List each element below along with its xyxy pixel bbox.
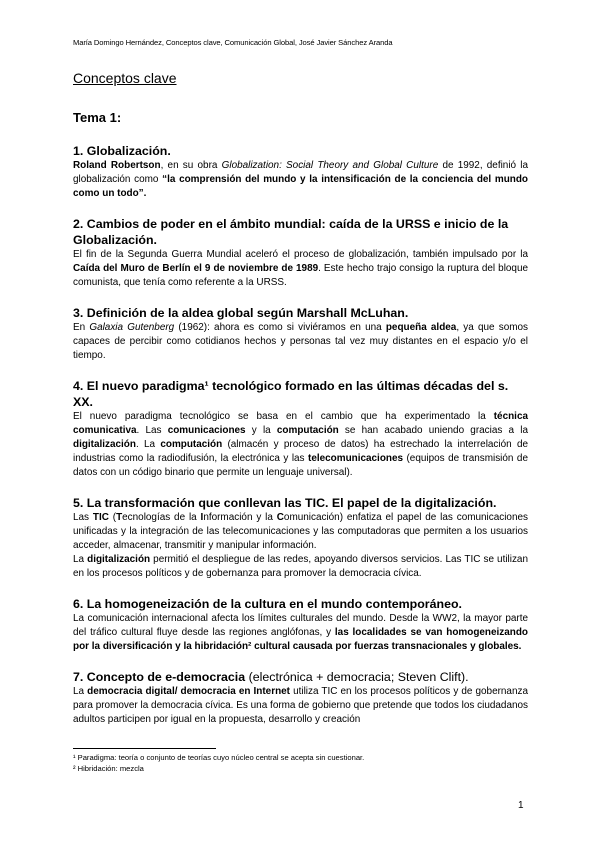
text-run: La	[73, 686, 88, 697]
section-title: 6. La homogeneización de la cultura en el mundo contemporáneo.	[73, 597, 462, 611]
bold-text: las localidades se van homogeneizando por la diversificación y la hibridación² cultural causada por fuerzas transnacionales y globales.	[73, 627, 528, 652]
text-run: En	[73, 322, 90, 333]
section-title: 5. La transformación que conllevan las TIC. El papel de la digitalización.	[73, 496, 497, 510]
section-title	[73, 669, 528, 685]
text-run: utiliza TIC en los procesos políticos y de gobernanza para promover la democracia cívica. Es una forma de gobierno que pretende que todos los ciudadanos adultos participen por igual en la propuesta, desarrollo y creación	[73, 686, 528, 725]
section-title: 3. Definición de la aldea global según Marshall McLuhan.	[73, 306, 409, 320]
section-paradigma	[73, 378, 528, 480]
bold-text: telecomunicaciones	[308, 453, 404, 464]
bold-text: pequeña aldea	[385, 322, 457, 333]
bold-text: computación	[276, 425, 339, 436]
document-title: Conceptos clave	[73, 70, 177, 86]
section-title-extra: (electrónica + democracia; Steven Clift).	[245, 670, 469, 684]
text-run: se han acabado uniendo gracias a la	[338, 425, 528, 436]
text-run: nformación y la	[203, 512, 277, 523]
section-body	[73, 159, 528, 201]
text-run: permitió el despliegue de las redes, apoyando diversos servicios. Las TIC se utilizan en los procesos políticos y de gobernanza para promover la democracia cívica.	[73, 554, 528, 579]
text-run: . Este hecho trajo consigo la ruptura del bloque comunista, que tenía como referente a la URSS.	[73, 263, 529, 288]
bold-text: T	[116, 512, 123, 523]
bold-text: Caída del Muro de Berlín el 9 de noviembre de 1989	[73, 263, 319, 274]
text-run: . La	[135, 439, 161, 450]
tema-heading: Tema 1:	[73, 110, 122, 125]
section-title: 4. El nuevo paradigma¹ tecnológico formado en las últimas décadas del s. XX.	[73, 379, 509, 409]
document-content	[73, 70, 528, 727]
section-cambios-poder	[73, 216, 528, 290]
bold-text: digitalización	[87, 554, 151, 565]
text-run: omunicación) enfatiza el papel de las comunicaciones unificadas y la integración de las telecomunicaciones y las computadoras que permiten a los usuarios acceder, almacenar, transmitir y manipular información.	[73, 512, 528, 551]
text-run: . Las	[136, 425, 168, 436]
section-title-main: 7. Concepto de e-democracia	[73, 670, 246, 684]
section-body	[73, 321, 528, 363]
section-body	[73, 248, 528, 290]
text-run: , ya que somos capaces de percibir como cotidianos hechos y personas tal vez muy distantes en el espacio y/o el tiempo.	[73, 322, 528, 361]
text-run: La comunicación internacional afecta los límites culturales del mundo. Desde la WW2, la mayor parte del tráfico cultural fluye desde las regiones anglófonas, y	[73, 613, 528, 638]
bold-text: técnica comunicativa	[73, 411, 528, 436]
text-run: Las	[73, 512, 93, 523]
bold-text: I	[200, 512, 204, 523]
bold-text: democracia digital/ democracia en Internet	[87, 686, 290, 697]
footnote-1: ¹ Paradigma: teoría o conjunto de teorías cuyo núcleo central se acepta sin cuestionar.	[73, 753, 365, 762]
section-title: 2. Cambios de poder en el ámbito mundial: caída de la URSS e inicio de la Globalización.	[73, 217, 509, 247]
text-run: de 1992, definió la globalización como	[73, 160, 529, 185]
bold-text: digitalización	[73, 439, 136, 450]
text-run: (1962): ahora es como si viviéramos en una	[174, 322, 386, 333]
bold-text: C	[276, 512, 284, 523]
italic-text: Galaxia Gutenberg	[89, 322, 175, 333]
text-run: (equipos de transmisión de datos con un código binario que permite un lenguaje universal).	[73, 453, 528, 478]
italic-text: Globalization: Social Theory and Global Culture	[221, 160, 439, 171]
bold-text: “la comprensión del mundo y la intensificación de la conciencia del mundo como un todo”.	[73, 174, 528, 199]
page-header: María Domingo Hernández, Conceptos clave, Comunicación Global, José Javier Sánchez Aranda	[73, 38, 393, 47]
text-run: La	[73, 554, 88, 565]
text-run: (almacén y proceso de datos) ha estrechado la interrelación de industrias como la radiodifusión, la electrónica y las	[73, 439, 529, 464]
section-aldea-global	[73, 305, 528, 363]
text-run: y la	[245, 425, 277, 436]
text-run: , en su obra	[160, 160, 222, 171]
text-run: El nuevo paradigma tecnológico se basa en el cambio que ha experimentado la	[73, 411, 494, 422]
footnote-2: ² Hibridación: mezcla	[73, 764, 144, 773]
text-run: (	[108, 512, 117, 523]
section-body	[73, 511, 528, 581]
section-title: 1. Globalización.	[73, 144, 171, 158]
footnote-divider	[73, 748, 216, 749]
bold-text: comunicaciones	[167, 425, 246, 436]
section-body	[73, 410, 528, 480]
bold-text: computación	[160, 439, 223, 450]
section-globalizacion	[73, 143, 528, 201]
text-run: ecnologías de la	[122, 512, 201, 523]
footnotes	[73, 752, 528, 774]
section-body	[73, 685, 528, 727]
bold-text: TIC	[92, 512, 109, 523]
text-run: El fin de la Segunda Guerra Mundial aceleró el proceso de globalización, también impulsado por la	[73, 249, 528, 260]
section-homogeneizacion	[73, 596, 528, 654]
bold-text: Roland Robertson	[73, 160, 161, 171]
section-tic	[73, 495, 528, 581]
section-body	[73, 612, 528, 654]
section-e-democracia	[73, 669, 528, 727]
page-number: 1	[518, 800, 524, 811]
